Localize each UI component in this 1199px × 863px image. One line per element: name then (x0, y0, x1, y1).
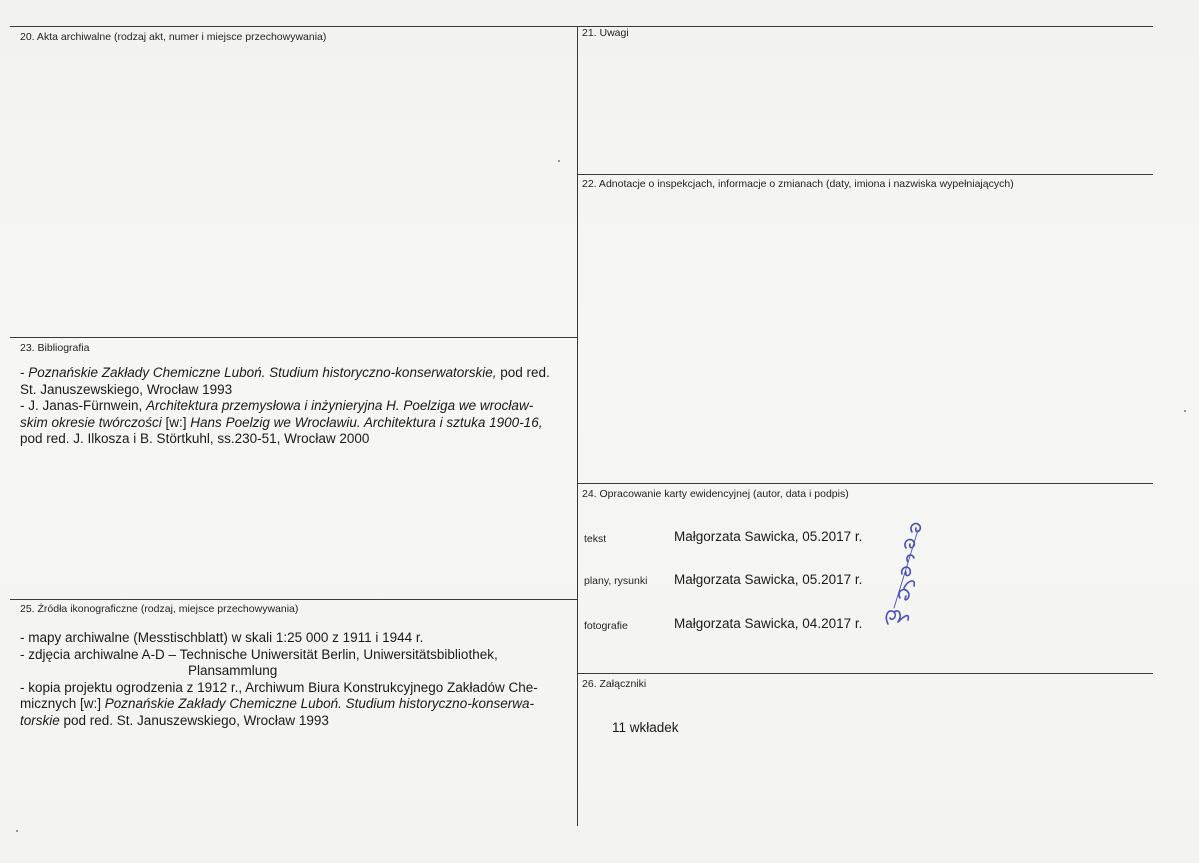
section-21-label: 21. Uwagi (582, 27, 629, 39)
bibliography-line: - J. Janas-Fürnwein, Architektura przemysłowa i inżynieryjna H. Poelziga we wrocław- (20, 398, 534, 413)
bibliography-line: St. Januszewskiego, Wrocław 1993 (20, 381, 233, 397)
section-20-label: 20. Akta archiwalne (rodzaj akt, numer i miejsce przechowywania) (20, 31, 327, 43)
prep-value-fotografie: Małgorzata Sawicka, 04.2017 r. (674, 616, 863, 631)
rule-before-26 (577, 673, 1153, 674)
section-22-label: 22. Adnotacje o inspekcjach, informacje o zmianach (daty, imiona i nazwiska wypełniających) (582, 178, 1014, 190)
scan-speck (558, 160, 560, 162)
bibliography-line: pod red. J. Ilkosza i B. Störtkuhl, ss.230-51, Wrocław 2000 (20, 431, 370, 446)
iconography-text (20, 630, 538, 729)
rule-before-22 (577, 174, 1153, 175)
iconography-line: micznych [w:] Poznańskie Zakłady Chemiczne Luboń. Studium historyczno-konserwa- (20, 696, 534, 711)
section-24-label: 24. Opracowanie karty ewidencyjnej (autor, data i podpis) (582, 488, 849, 500)
iconography-line: torskie pod red. St. Januszewskiego, Wrocław 1993 (20, 712, 329, 728)
attachments-value: 11 wkładek (612, 720, 679, 735)
section-23-label: 23. Bibliografia (20, 342, 90, 354)
prep-type-plany: plany, rysunki (584, 575, 648, 587)
iconography-line: Plansammlung (188, 663, 278, 678)
handwritten-signature (880, 512, 930, 632)
prep-type-tekst: tekst (584, 533, 607, 545)
section-26-label: 26. Załączniki (582, 678, 647, 690)
section-25-label: 25. Źródła ikonograficzne (rodzaj, miejsce przechowywania) (20, 603, 299, 615)
prep-value-tekst: Małgorzata Sawicka, 05.2017 r. (674, 529, 863, 544)
prep-type-fotografie: fotografie (584, 620, 628, 632)
rule-before-25 (10, 599, 577, 600)
bibliography-text (20, 365, 550, 448)
rule-before-23 (10, 337, 577, 338)
rule-before-24 (577, 483, 1153, 484)
iconography-line: - kopia projektu ogrodzenia z 1912 r., Archiwum Biura Konstrukcyjnego Zakładów Che- (20, 679, 538, 695)
iconography-line: - mapy archiwalne (Messtischblatt) w skali 1:25 000 z 1911 i 1944 r. (20, 630, 424, 645)
iconography-line: - zdjęcia archiwalne A-D – Technische Uniwersität Berlin, Uniwersitätsbibliothek, (20, 646, 498, 662)
bibliography-line: - Poznańskie Zakłady Chemiczne Luboń. Studium historyczno-konserwatorskie, pod red. (20, 365, 550, 380)
scan-speck (16, 830, 18, 832)
bibliography-line: skim okresie twórczości [w:] Hans Poelzig we Wrocławiu. Architektura i sztuka 1900-16, (20, 414, 543, 430)
center-divider (577, 26, 578, 826)
scan-speck (1184, 410, 1186, 412)
prep-value-plany: Małgorzata Sawicka, 05.2017 r. (674, 572, 863, 587)
